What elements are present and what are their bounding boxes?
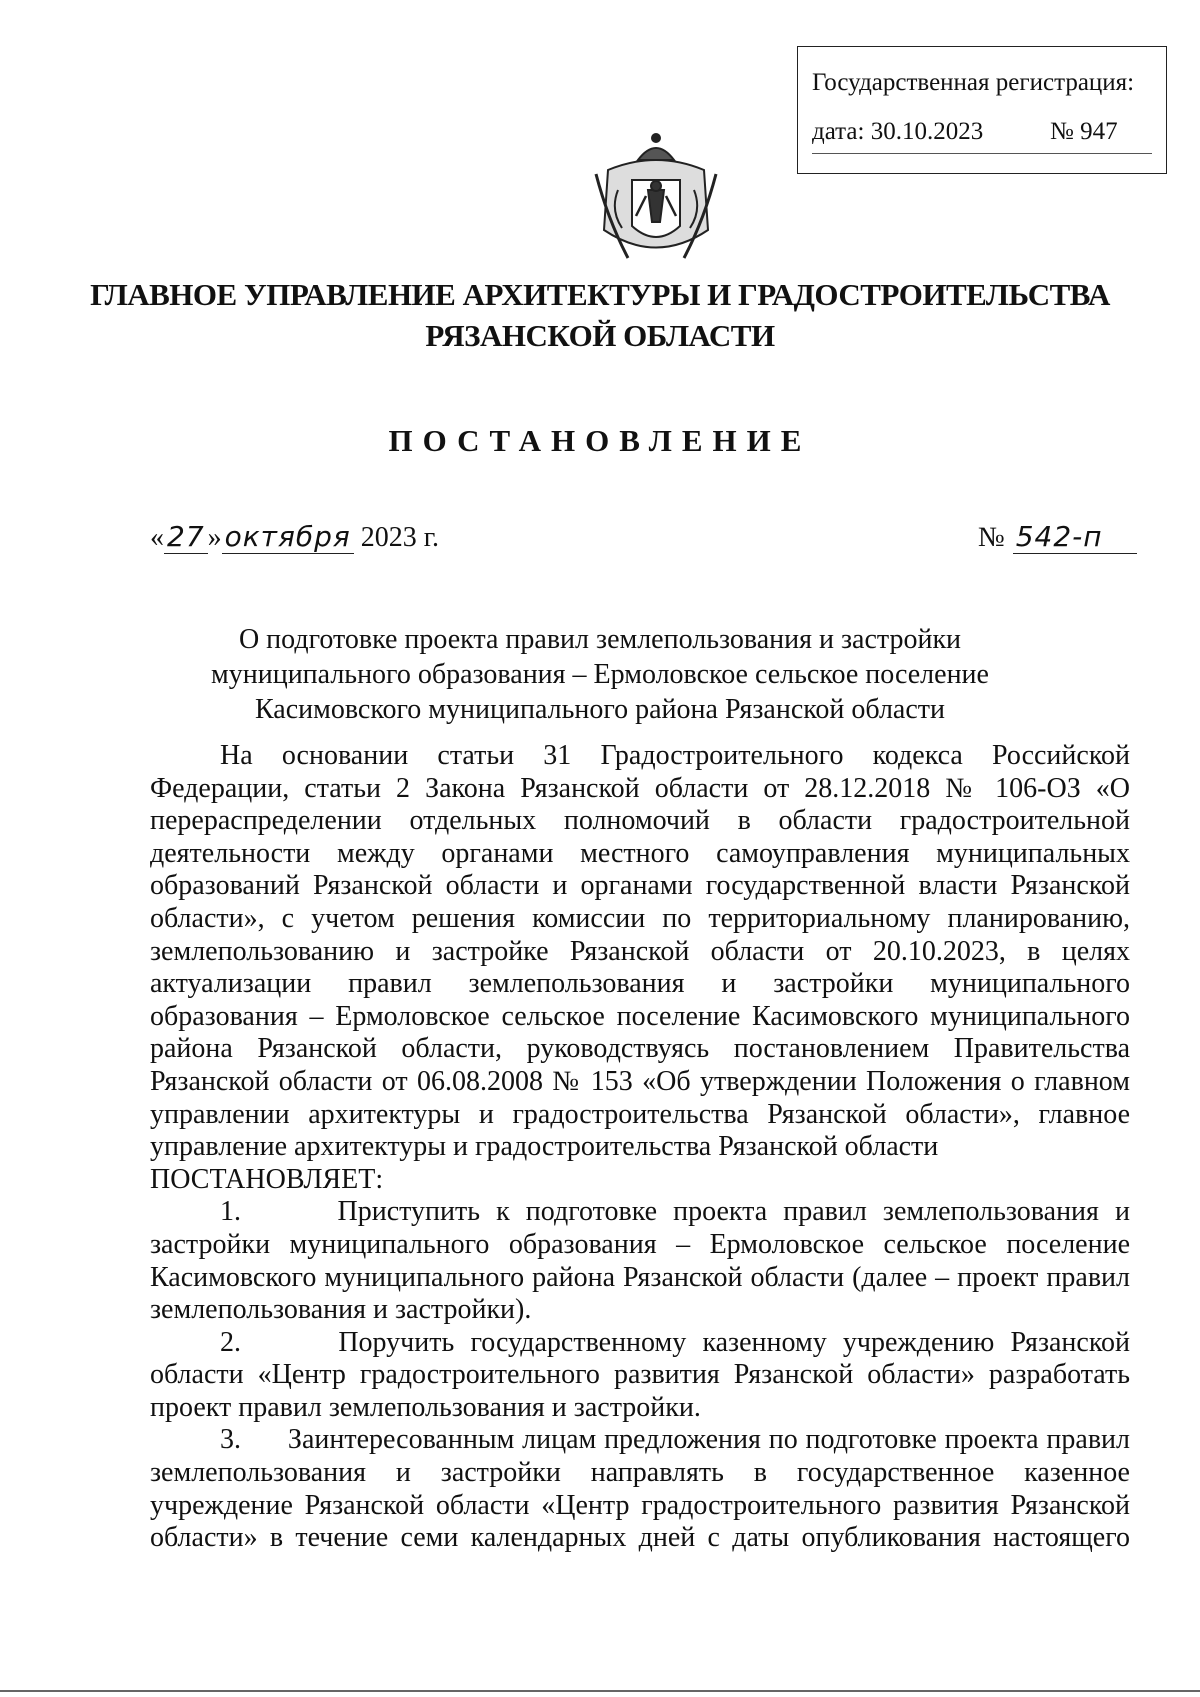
date-month: октября: [222, 520, 354, 554]
date-day: 27: [164, 520, 208, 554]
document-type-title: ПОСТАНОВЛЕНИЕ: [388, 423, 812, 458]
document-date: [150, 520, 439, 554]
subject-line3: Касимовского муниципального района Рязанской области: [254, 694, 946, 725]
item-number: 2.: [220, 1326, 241, 1358]
item-number: 3.: [220, 1424, 241, 1456]
registration-title: Государственная регистрация:: [812, 69, 1135, 96]
item-text: Поручить государственному казенному учреждению Рязанской области «Центр градостроительного развития Рязанской области» разработать проект правил землепользования и застройки.: [150, 1326, 1131, 1423]
subject-line1: О подготовке проекта правил землепользования и застройки: [238, 624, 962, 655]
page-bottom-edge: [0, 1690, 1200, 1692]
item-text: Заинтересованным лицам предложения по подготовке проекта правил землепользования и застройки направлять в государственное казенное учреждение Рязанской области «Центр градостроительного развития Рязанской области» в течение семи календарных дней с даты опубликования настоящего: [150, 1424, 1130, 1554]
registration-number: № 947: [1050, 118, 1118, 145]
resolves-label: ПОСТАНОВЛЯЕТ:: [150, 1163, 384, 1195]
registration-stamp: [797, 46, 1167, 174]
document-subject: [0, 622, 1200, 727]
document-body: [150, 740, 1130, 1555]
preamble-paragraph: На основании статьи 31 Градостроительного кодекса Российской Федерации, статьи 2 Закона Рязанской области от 28.12.2018 № 106-ОЗ «О перераспределении отдельных полномочий в области градостроительной деятельности между органами местного самоуправления муниципальных образований Рязанской области и органами государственной власти Рязанской области», с учетом решения комиссии по территориальному планированию, землепользованию и застройке Рязанской области от 20.10.2023, в целях актуализации правил землепользования и застройки муниципального образования – Ермоловское сельское поселение Касимовского муниципального района Рязанской области, руководствуясь постановлением Правительства Рязанской области от 06.08.2008 № 153 «Об утверждении Положения о главном управлении архитектуры и градостроительства Рязанской области», главное управление архитектуры и градостроительства Рязанской области: [150, 740, 1130, 1163]
document-number: [978, 520, 1137, 554]
coat-of-arms-emblem: [588, 130, 724, 270]
list-item: [150, 1327, 1130, 1425]
list-item: [150, 1196, 1130, 1326]
number-value: 542-п: [1013, 520, 1137, 554]
organization-name-line1: ГЛАВНОЕ УПРАВЛЕНИЕ АРХИТЕКТУРЫ И ГРАДОСТРОИТЕЛЬСТВА: [90, 277, 1110, 312]
subject-line2: муниципального образования – Ермоловское сельское поселение: [211, 659, 989, 690]
registration-underline: [812, 153, 1152, 154]
registration-date: дата: 30.10.2023: [812, 118, 984, 145]
list-item: [150, 1424, 1130, 1554]
date-quote-close: »: [207, 522, 222, 553]
date-year: 2023 г.: [360, 522, 440, 553]
number-label: №: [978, 522, 1005, 553]
organization-name-line2: РЯЗАНСКОЙ ОБЛАСТИ: [425, 318, 775, 353]
item-number: 1.: [220, 1196, 241, 1228]
date-quote-open: «: [150, 522, 164, 553]
item-text: Приступить к подготовке проекта правил землепользования и застройки муниципального образования – Ермоловское сельское поселение Касимовского муниципального района Рязанской области (далее – проект правил землепользования и застройки).: [150, 1196, 1130, 1326]
